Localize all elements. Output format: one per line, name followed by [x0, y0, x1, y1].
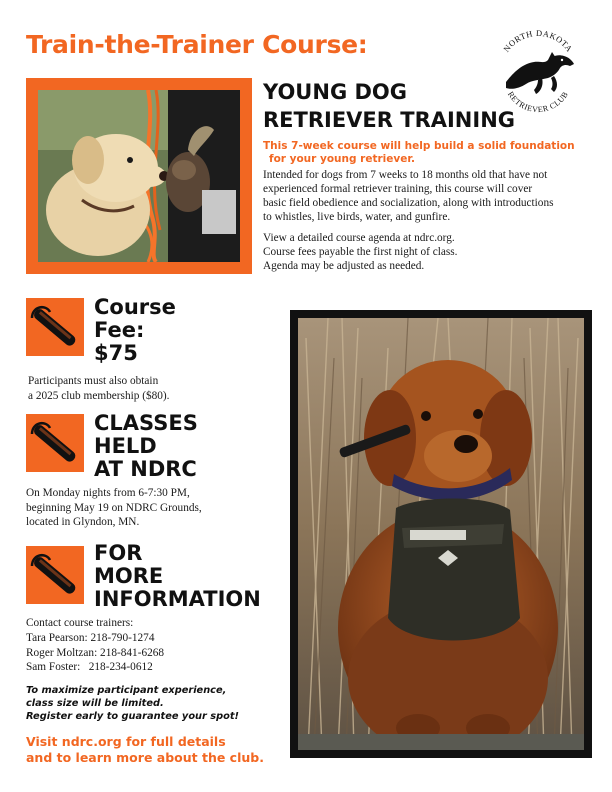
info-title: [94, 542, 261, 611]
fee-note-line: Participants must also obtain: [28, 375, 159, 387]
fee-title-line: Course: [94, 295, 176, 319]
note-line: To maximize participant experience,: [26, 685, 227, 696]
info-title-line: FOR: [94, 541, 143, 565]
course-title-line1: YOUNG DOG: [263, 80, 408, 104]
classes-detail-line: beginning May 19 on NDRC Grounds,: [26, 501, 202, 514]
description-line: Intended for dogs from 7 weeks to 18 months old that have not: [263, 169, 548, 181]
logo-bottom-text: RETRIEVER CLUB: [505, 89, 571, 115]
svg-text:RETRIEVER CLUB: [506, 90, 570, 114]
classes-title-line: CLASSES: [94, 411, 198, 435]
course-subtitle-line1: This 7-week course will help build a solid foundation: [263, 140, 575, 152]
puppy-photo: [38, 90, 240, 262]
classes-details: [26, 486, 202, 530]
contact-line: Contact course trainers:: [26, 617, 134, 629]
dog-whistle-icon: [26, 546, 84, 604]
retriever-dog-logo-icon: [488, 20, 588, 120]
agenda-line: View a detailed course agenda at ndrc.org.: [263, 232, 455, 244]
description-line: experienced formal retriever training, this course will cover: [263, 183, 533, 195]
svg-text:NORTH DAKOTA: [501, 28, 575, 54]
classes-title: [94, 412, 198, 481]
classes-detail-line: On Monday nights from 6-7:30 PM,: [26, 487, 190, 499]
course-title-line2: RETRIEVER TRAINING: [263, 108, 516, 132]
note-line: Register early to guarantee your spot!: [26, 711, 239, 722]
classes-title-line: AT NDRC: [94, 457, 197, 481]
description-line: to whistles, live birds, water, and gunfire.: [263, 211, 451, 223]
course-subtitle-line2: for your young retriever.: [269, 153, 416, 165]
visit-line: Visit ndrc.org for full details: [26, 734, 226, 749]
contact-line: Roger Moltzan: 218-841-6268: [26, 646, 165, 659]
course-agenda: [263, 231, 593, 273]
info-contacts: [26, 616, 164, 675]
dog-whistle-icon: [26, 414, 84, 472]
contact-line: Sam Foster: 218-234-0612: [26, 661, 153, 674]
fee-title-line: Fee:: [94, 318, 145, 342]
classes-title-line: HELD: [94, 434, 157, 458]
agenda-line: Agenda may be adjusted as needed.: [263, 260, 425, 272]
fee-note-line: a 2025 club membership ($80).: [28, 389, 170, 402]
note-line: class size will be limited.: [26, 698, 164, 709]
logo-top-text: NORTH DAKOTA: [501, 27, 575, 54]
classes-detail-line: located in Glyndon, MN.: [26, 516, 140, 528]
info-title-line: MORE: [94, 564, 164, 588]
fee-title-line: $75: [94, 341, 138, 365]
info-title-line: INFORMATION: [94, 587, 261, 611]
fee-title: [94, 296, 176, 365]
retriever-photo: [298, 318, 584, 750]
agenda-line: Course fees payable the first night of class.: [263, 246, 458, 258]
visit-callout: [26, 734, 264, 766]
class-size-note: [26, 684, 239, 723]
course-subtitle: [263, 140, 583, 166]
description-line: basic field obedience and socialization, along with introductions: [263, 197, 554, 209]
visit-line: and to learn more about the club.: [26, 750, 264, 765]
page-headline: Train-the-Trainer Course:: [26, 30, 368, 59]
contact-line: Tara Pearson: 218-790-1274: [26, 631, 155, 644]
course-description: [263, 168, 593, 224]
fee-note: [26, 374, 170, 403]
dog-whistle-icon: [26, 298, 84, 356]
club-logo: [488, 20, 588, 120]
